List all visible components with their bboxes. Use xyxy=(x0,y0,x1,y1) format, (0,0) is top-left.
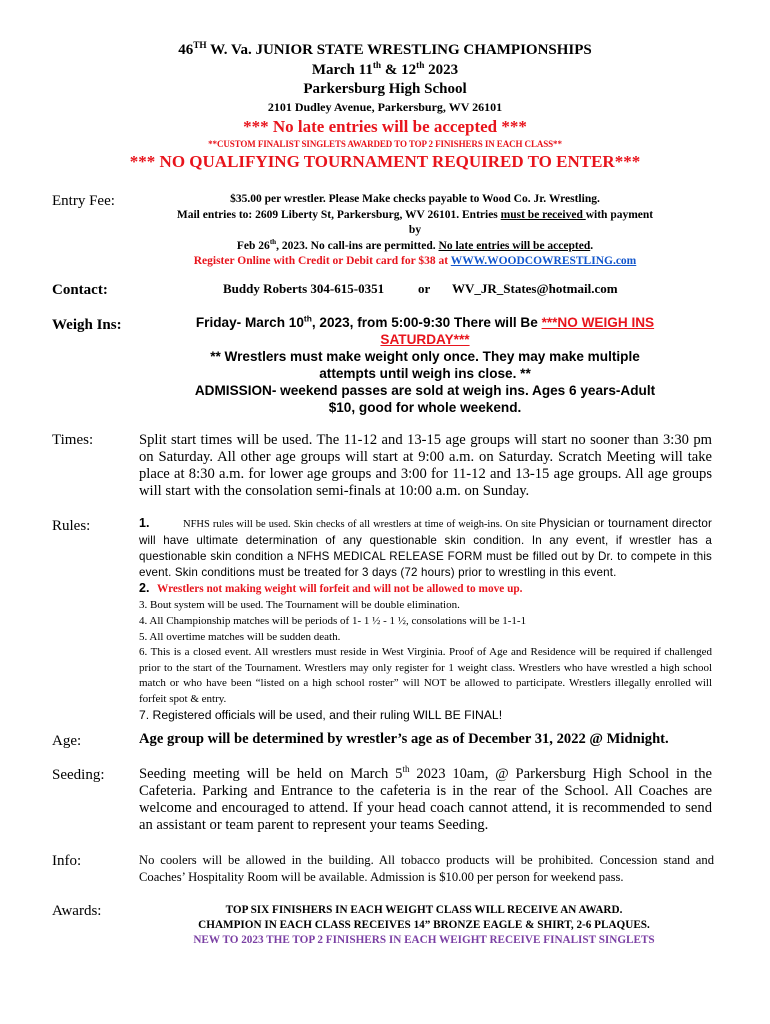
date-second: & 12 xyxy=(381,62,417,78)
date-first-sup: th xyxy=(372,61,382,71)
date-first: March 11 xyxy=(311,62,373,78)
date-second-sup: th xyxy=(416,61,425,71)
rule-1-skin-text: Physician or tournament director will have ultimate determination of any questionable skin condition. In any event, if wrestler has a questionable skin condition a NFHS MEDICAL RELEASE FORM must be filled out by Dr. to compete in this event. Skin conditions must be treated for 3 days (72 hours) prior to wrestling in this event. xyxy=(139,517,712,579)
rules-list xyxy=(139,515,712,723)
with-payment-text: with payment xyxy=(585,208,654,221)
seeding-sup: th xyxy=(402,764,410,775)
rules-label: Rules: xyxy=(52,518,91,534)
awards-text xyxy=(139,903,709,948)
event-venue: Parkersburg High School xyxy=(303,81,467,97)
rule-4: 4. All Championship matches will be periods of 1- 1 ½ - 1 ½, consolations will be 1-1-1 xyxy=(139,615,527,627)
rule-1-number: 1. xyxy=(139,516,150,530)
no-weigh-ins-text: ***NO WEIGH INS xyxy=(541,315,655,330)
info-text: No coolers will be allowed in the building. All tobacco products will be prohibited. Concession stand and Coaches’ Hospitality Room will be available. Admission is $10.00 per person for weekend pass. xyxy=(139,853,714,884)
awards-line-2: CHAMPION IN EACH CLASS RECEIVES 14” BRONZE EAGLE & SHIRT, 2-6 PLAQUES. xyxy=(198,919,650,931)
make-weight-line: ** Wrestlers must make weight only once. They may make multiple xyxy=(210,349,640,364)
contact-name-phone: Buddy Roberts 304-615-0351 xyxy=(223,281,385,296)
age-text: Age group will be determined by wrestler’s age as of December 31, 2022 @ Midnight. xyxy=(139,731,669,747)
rule-6: 6. This is a closed event. All wrestlers must reside in West Virginia. Proof of Age and Residence will be required if challenged prior to the start of the Tournament. Wrestlers may only register for 1 weight class. Wrestlers who have wrestled a high school match or who have been “listed on a high school roster” will NOT be allowed to participate. Wrestlers illegally enrolled will forfeit spot & entry. xyxy=(139,646,712,705)
no-late-text: No late entries will be accepted xyxy=(438,239,591,252)
times-text: Split start times will be used. The 11-12 and 13-15 age groups will start no sooner than 3:30 pm on Saturday. All other age groups will start at 9:00 a.m. on Saturday. Scratch Meeting will take place at 8:30 a.m. for lower age groups and 3:00 for 11-12 and 13-15 age groups. All age groups will start with the consolation semi-finals at 10:00 a.m. on Sunday. xyxy=(139,432,712,499)
deadline-date: Feb 26 xyxy=(236,239,270,252)
attempts-line: attempts until weigh ins close. ** xyxy=(319,366,531,381)
seeding-label: Seeding: xyxy=(52,767,105,783)
rule-3: 3. Bout system will be used. The Tournament will be double elimination. xyxy=(139,599,460,611)
admission-line: ADMISSION- weekend passes are sold at weigh ins. Ages 6 years-Adult xyxy=(194,383,656,398)
by-line: by xyxy=(408,224,422,236)
deadline-line xyxy=(140,239,690,255)
register-online-line xyxy=(140,254,690,270)
entry-fee-label: Entry Fee: xyxy=(52,193,115,209)
rule-1 xyxy=(139,515,712,580)
mail-entries-text: Mail entries to: 2609 Liberty St, Parkersburg, WV 26101. Entries xyxy=(176,208,501,221)
weigh-ins-label: Weigh Ins: xyxy=(52,317,122,333)
must-be-received-text: must be received xyxy=(500,208,586,221)
website-link[interactable]: WWW.WOODCOWRESTLING.com xyxy=(450,255,637,267)
rule-1-text: NFHS rules will be used. Skin checks of all wrestlers at time of weigh-ins. On site xyxy=(183,519,539,530)
contact-label: Contact: xyxy=(52,282,108,298)
entry-fee-line: $35.00 per wrestler. Please Make checks payable to Wood Co. Jr. Wrestling. xyxy=(230,193,600,205)
title-superscript: TH xyxy=(193,41,207,51)
rule-2-text: Wrestlers not making weight will forfeit and will not be allowed to move up. xyxy=(157,583,523,595)
awards-line-1: TOP SIX FINISHERS IN EACH WEIGHT CLASS WILL RECEIVE AN AWARD. xyxy=(225,904,623,916)
title-number: 46 xyxy=(178,42,194,58)
register-online-text: Register Online with Credit or Debit card for $38 at xyxy=(193,255,451,267)
contact-email[interactable]: WV_JR_States@hotmail.com xyxy=(452,281,618,296)
weigh-ins-details xyxy=(130,314,720,416)
rule-2 xyxy=(139,580,712,597)
date-year: 2023 xyxy=(424,62,459,78)
weigh-ins-time-line xyxy=(130,314,720,331)
contact-or: or xyxy=(418,281,431,296)
deadline-period: . xyxy=(590,239,594,252)
age-label: Age: xyxy=(52,733,82,749)
seeding-date: Seeding meeting will be held on March 5 xyxy=(139,766,403,782)
admission-price-line: $10, good for whole weekend. xyxy=(328,400,522,415)
weigh-ins-hours: , 2023, from 5:00-9:30 There will Be xyxy=(311,315,542,330)
entry-fee-details xyxy=(140,192,690,270)
custom-singlets-notice: **CUSTOM FINALIST SINGLETS AWARDED TO TOP 2 FINISHERS IN EACH CLASS** xyxy=(208,139,562,149)
mail-entries-line xyxy=(140,208,690,224)
seeding-details: 2023 10am, @ Parkersburg High School in the Cafeteria. Parking and Entrance to the cafeteria is in the rear of the School. All Coaches are welcome and encouraged to attend. If your head coach cannot attend, it is recommended to send an assistant or team parent to represent your teams Seeding. xyxy=(139,766,712,833)
rule-5: 5. All overtime matches will be sudden death. xyxy=(139,631,341,643)
event-dates xyxy=(0,62,770,79)
event-title xyxy=(0,42,770,59)
rule-2-number: 2. xyxy=(139,581,150,595)
no-call-ins-text: , 2023. No call-ins are permitted. xyxy=(276,239,439,252)
info-label: Info: xyxy=(52,853,82,869)
rule-7: 7. Registered officials will be used, and their ruling WILL BE FINAL! xyxy=(139,708,503,722)
awards-line-3: NEW TO 2023 THE TOP 2 FINISHERS IN EACH WEIGHT RECEIVE FINALIST SINGLETS xyxy=(193,934,655,946)
weigh-ins-sup: th xyxy=(303,313,312,324)
weigh-ins-date: Friday- March 10 xyxy=(195,315,304,330)
saturday-text: SATURDAY*** xyxy=(380,332,470,347)
event-address: 2101 Dudley Avenue, Parkersburg, WV 26101 xyxy=(267,100,503,114)
deadline-sup: th xyxy=(269,237,277,246)
seeding-text xyxy=(139,766,712,834)
times-label: Times: xyxy=(52,432,94,448)
no-late-entries-notice: *** No late entries will be accepted *** xyxy=(243,117,527,136)
awards-label: Awards: xyxy=(52,903,102,919)
title-text: W. Va. JUNIOR STATE WRESTLING CHAMPIONSHIPS xyxy=(206,42,592,58)
no-qualifying-notice: *** NO QUALIFYING TOURNAMENT REQUIRED TO ENTER*** xyxy=(129,152,641,171)
